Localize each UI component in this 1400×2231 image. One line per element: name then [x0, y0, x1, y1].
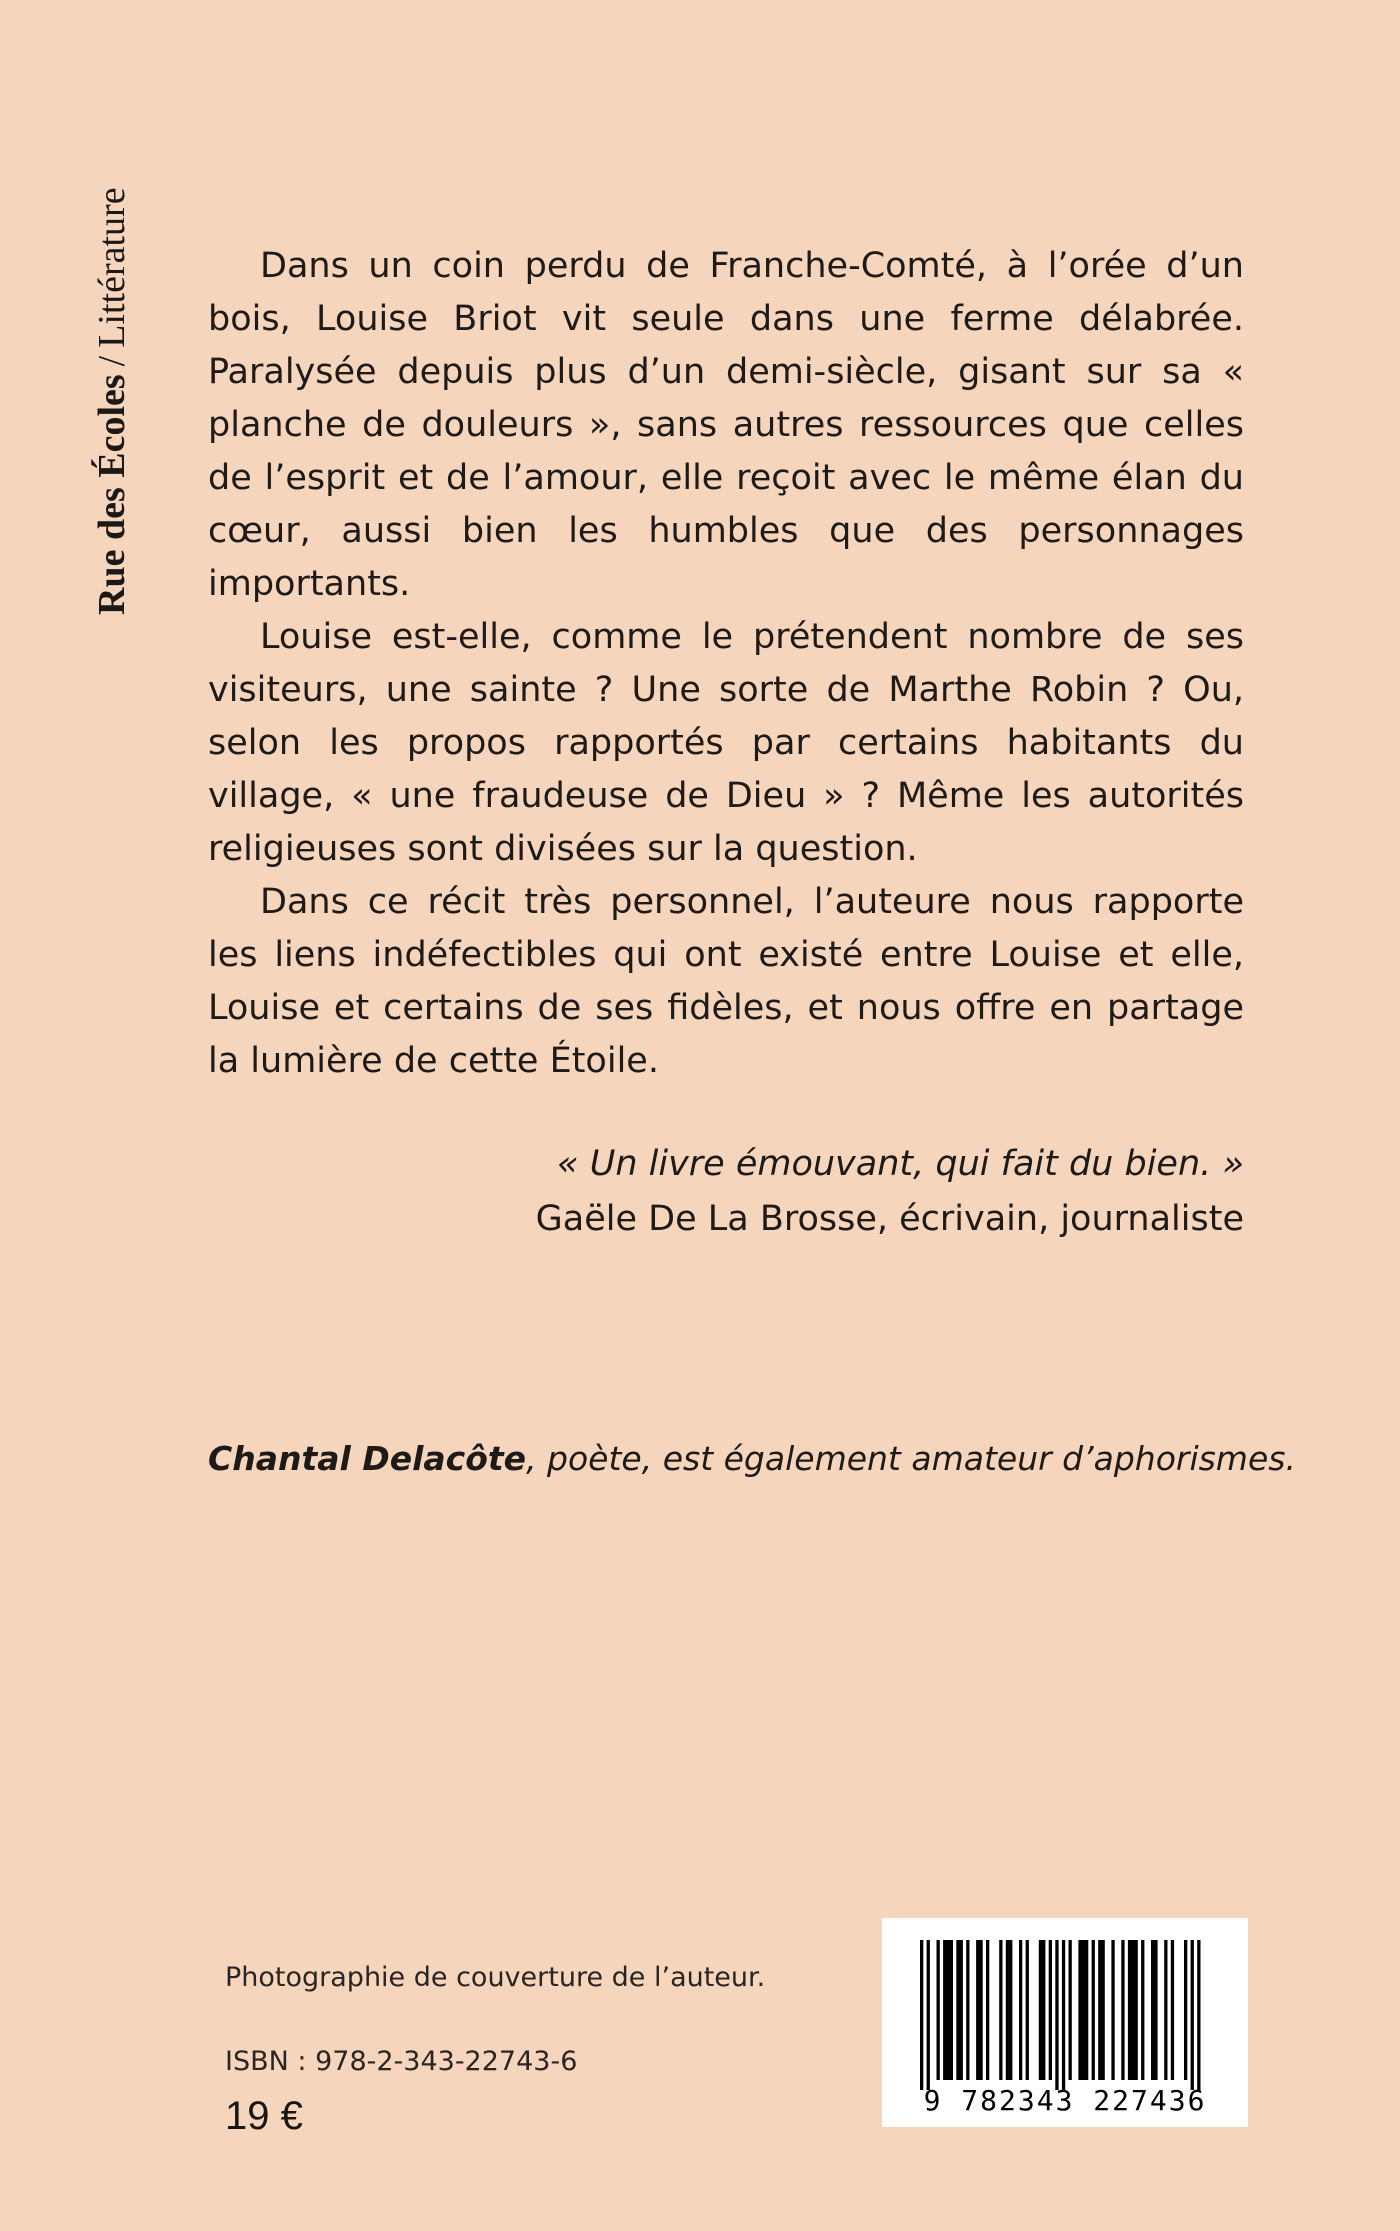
- barcode-bar: [1062, 1940, 1065, 2090]
- barcode-bar: [1164, 1940, 1167, 2080]
- barcode-digits: 9 782343 227436: [923, 2084, 1207, 2117]
- barcode-bar: [1191, 1940, 1194, 2090]
- price: 19 €: [225, 2094, 303, 2138]
- barcode-bar: [1006, 1940, 1013, 2080]
- back-cover-blurb: [208, 240, 1244, 1088]
- barcode-bar: [1078, 1940, 1088, 2080]
- photo-credit: Photographie de couverture de l’auteur.: [225, 1962, 766, 1993]
- series-name: Rue des Écoles: [91, 374, 133, 615]
- barcode-bar: [1128, 1940, 1138, 2080]
- barcode-bar: [1184, 1940, 1187, 2080]
- review-quote-block: [208, 1137, 1244, 1247]
- barcode-bar: [986, 1940, 989, 2080]
- review-quote: « Un livre émouvant, qui fait du bien. »: [556, 1144, 1244, 1184]
- barcode-bar: [976, 1940, 983, 2080]
- barcode-bar: [1121, 1940, 1124, 2080]
- author-bio: , poète, est également amateur d’aphorismes.: [526, 1439, 1296, 1478]
- barcode-bar: [1111, 1940, 1114, 2080]
- barcode: [882, 1918, 1248, 2127]
- barcode-bar: [999, 1940, 1002, 2080]
- barcode-bar: [1141, 1940, 1144, 2080]
- collection-name: Littérature: [91, 187, 133, 348]
- barcode-bar: [956, 1940, 963, 2080]
- barcode-bar: [1039, 1940, 1046, 2080]
- author-note: [208, 1431, 1296, 1486]
- review-attribution: Gaële De La Brosse, écrivain, journaliste: [535, 1199, 1244, 1239]
- spine-separator: /: [91, 355, 133, 367]
- barcode-bar: [1171, 1940, 1174, 2080]
- spine-label-text: [86, 187, 138, 615]
- barcode-bar: [966, 1940, 969, 2080]
- blurb-paragraph: Louise est-elle, comme le prétendent nombre de ses visiteurs, une sainte ? Une sorte de Marthe Robin ? Ou, selon les propos rapportés par certains habitants du village, « une fraudeuse de Dieu » ? Même les autorités religieuses sont divisées sur la question.: [208, 617, 1244, 869]
- barcode-bar: [1019, 1940, 1022, 2080]
- barcode-bar: [937, 1940, 940, 2080]
- barcode-bar: [1098, 1940, 1105, 2080]
- barcode-bar: [1069, 1940, 1072, 2080]
- barcode-bar: [943, 1940, 953, 2080]
- barcode-bar: [1055, 1940, 1058, 2090]
- barcode-bar: [1092, 1940, 1095, 2080]
- barcode-bar: [1197, 1940, 1200, 2090]
- author-name: Chantal Delacôte: [208, 1439, 527, 1478]
- barcode-bar: [1049, 1940, 1052, 2080]
- barcode-bar: [920, 1940, 923, 2090]
- isbn: ISBN : 978-2-343-22743-6: [225, 2046, 578, 2077]
- barcode-bar: [1026, 1940, 1029, 2080]
- blurb-paragraph: Dans ce récit très personnel, l’auteure nous rapporte les liens indéfectibles qui ont existé entre Louise et elle, Louise et certains de ses fidèles, et nous offre en partage la lumière de cette Étoile.: [208, 882, 1244, 1081]
- barcode-bar: [927, 1940, 930, 2090]
- blurb-paragraph: Dans un coin perdu de Franche-Comté, à l’orée d’un bois, Louise Briot vit seule dans une ferme délabrée. Paralysée depuis plus d’un demi-siècle, gisant sur sa « planche de douleurs », sans autres ressources que celles de l’esprit et de l’amour, elle reçoit avec le même élan du cœur, aussi bien les humbles que des personnages importants.: [208, 246, 1244, 604]
- barcode-bar: [1151, 1940, 1158, 2080]
